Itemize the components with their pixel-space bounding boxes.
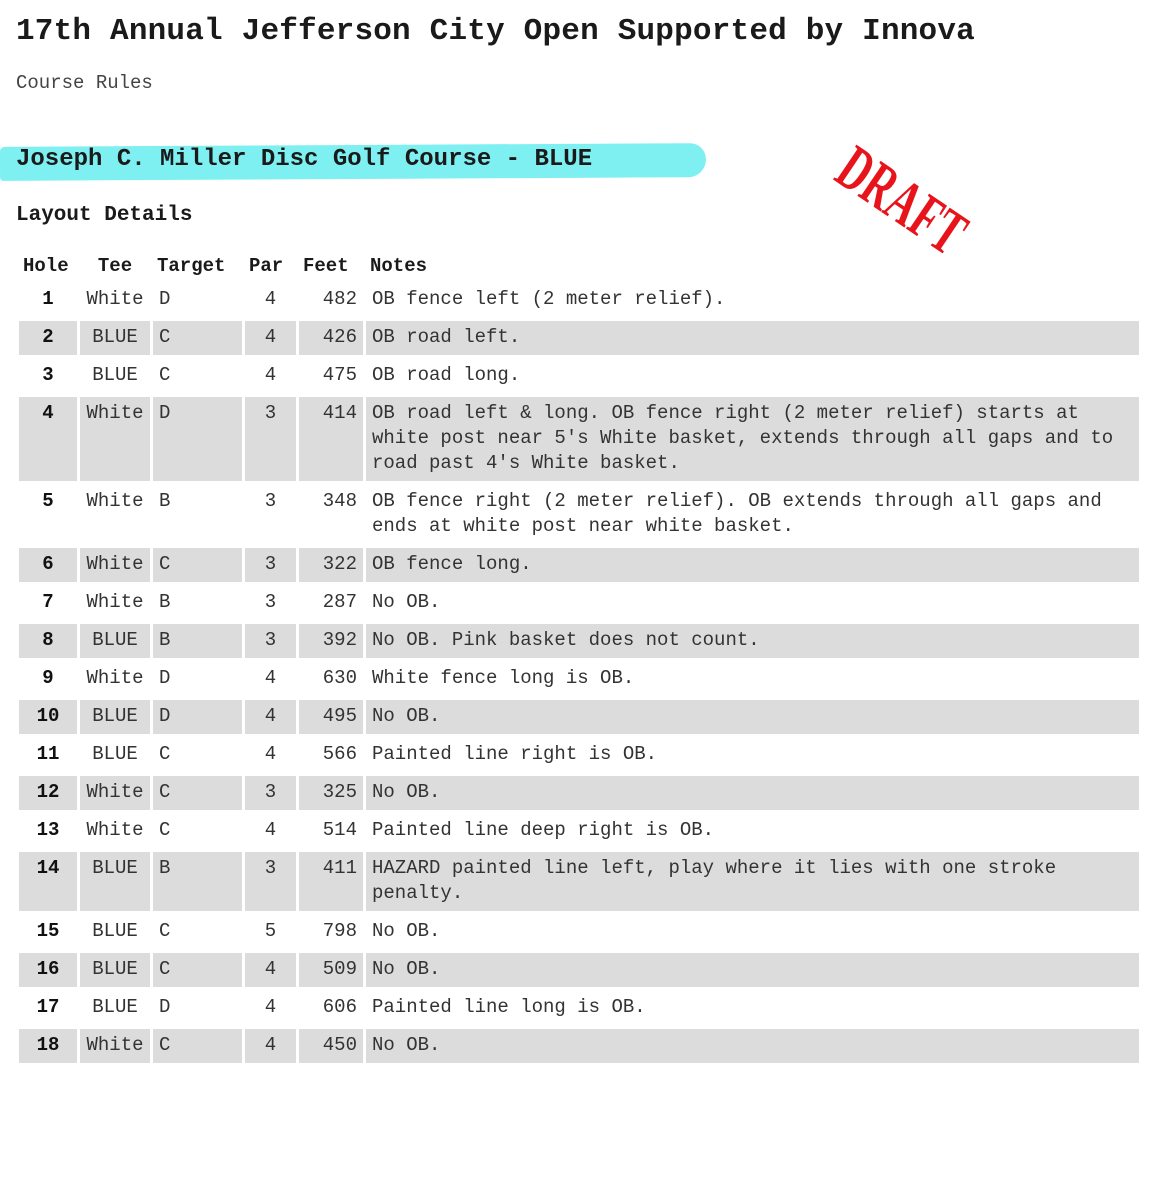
page-subtitle: Course Rules (16, 72, 153, 94)
notes-cell: No OB. (366, 953, 1139, 987)
target-cell: C (159, 920, 171, 942)
table-row (19, 586, 1139, 620)
hole-number: 15 (36, 920, 60, 942)
hole-number: 2 (19, 321, 77, 355)
column-header-target: Target (157, 255, 226, 277)
distance-cell: 798 (322, 920, 357, 942)
tee-cell: White (80, 1029, 150, 1063)
distance-cell: 287 (322, 591, 357, 613)
distance-cell: 509 (299, 953, 363, 987)
par-cell: 4 (264, 364, 277, 386)
target-cell: D (159, 996, 171, 1018)
par-cell: 4 (264, 996, 277, 1018)
hole-number: 1 (42, 288, 54, 310)
table-header-row (19, 253, 1139, 279)
par-cell: 4 (245, 953, 296, 987)
column-header-hole: Hole (23, 255, 69, 277)
target-cell: C (153, 321, 242, 355)
notes-cell: No OB. Pink basket does not count. (366, 624, 1139, 658)
table-row (19, 700, 1139, 734)
table-row (19, 738, 1139, 772)
target-cell: D (159, 288, 171, 310)
hole-number: 6 (19, 548, 77, 582)
column-header-par: Par (249, 255, 284, 277)
hole-number: 7 (42, 591, 54, 613)
par-cell: 4 (264, 743, 277, 765)
distance-cell: 450 (299, 1029, 363, 1063)
distance-cell: 426 (299, 321, 363, 355)
hole-number: 12 (19, 776, 77, 810)
par-cell: 4 (245, 1029, 296, 1063)
target-cell: C (159, 819, 171, 841)
table-row (19, 283, 1139, 317)
target-cell: B (159, 591, 171, 613)
tee-cell: White (86, 819, 144, 841)
notes-cell: OB fence right (2 meter relief). OB extends through all gaps and ends at white post near white basket. (372, 490, 1114, 537)
course-name: Joseph C. Miller Disc Golf Course - BLUE (16, 146, 593, 173)
tee-cell: White (80, 548, 150, 582)
hole-number: 18 (19, 1029, 77, 1063)
distance-cell: 495 (299, 700, 363, 734)
par-cell: 3 (245, 548, 296, 582)
distance-cell: 514 (322, 819, 357, 841)
par-cell: 5 (264, 920, 277, 942)
par-cell: 3 (245, 776, 296, 810)
par-cell: 4 (264, 288, 277, 310)
notes-cell: OB road long. (372, 364, 521, 386)
tee-cell: White (80, 397, 150, 481)
notes-cell: No OB. (366, 776, 1139, 810)
target-cell: C (153, 548, 242, 582)
par-cell: 4 (264, 667, 277, 689)
table-row (19, 915, 1139, 949)
hole-number: 16 (19, 953, 77, 987)
distance-cell: 482 (322, 288, 357, 310)
section-heading: Layout Details (16, 204, 193, 227)
distance-cell: 411 (299, 852, 363, 911)
notes-cell: Painted line deep right is OB. (372, 819, 715, 841)
tee-cell: BLUE (80, 624, 150, 658)
par-cell: 3 (245, 624, 296, 658)
tee-cell: White (86, 288, 144, 310)
notes-cell: Painted line right is OB. (372, 743, 658, 765)
hole-number: 3 (42, 364, 54, 386)
target-cell: B (153, 852, 242, 911)
notes-cell: OB fence left (2 meter relief). (372, 288, 726, 310)
target-cell: B (159, 490, 171, 512)
target-cell: C (153, 776, 242, 810)
distance-cell: 322 (299, 548, 363, 582)
table-row (19, 953, 1139, 987)
target-cell: C (153, 1029, 242, 1063)
page-title: 17th Annual Jefferson City Open Supported by Innova (16, 14, 975, 49)
notes-cell: HAZARD painted line left, play where it lies with one stroke penalty. (366, 852, 1139, 911)
hole-number: 4 (19, 397, 77, 481)
table-row (19, 776, 1139, 810)
notes-cell: OB road left. (366, 321, 1139, 355)
par-cell: 3 (245, 397, 296, 481)
tee-cell: BLUE (92, 996, 138, 1018)
notes-cell: Painted line long is OB. (372, 996, 646, 1018)
notes-cell: No OB. (372, 591, 441, 613)
table-row (19, 485, 1139, 544)
hole-number: 10 (19, 700, 77, 734)
notes-cell: OB road left & long. OB fence right (2 meter relief) starts at white post near 5's White basket, extends through all gaps and to road past 4's White basket. (366, 397, 1139, 481)
table-row (19, 662, 1139, 696)
tee-cell: White (86, 490, 144, 512)
table-row (19, 548, 1139, 582)
hole-number: 17 (36, 996, 60, 1018)
distance-cell: 325 (299, 776, 363, 810)
tee-cell: White (80, 776, 150, 810)
distance-cell: 566 (322, 743, 357, 765)
tee-cell: White (86, 667, 144, 689)
notes-cell: No OB. (366, 700, 1139, 734)
par-cell: 3 (264, 591, 277, 613)
tee-cell: BLUE (92, 364, 138, 386)
distance-cell: 630 (322, 667, 357, 689)
table-row (19, 624, 1139, 658)
table-row (19, 397, 1139, 481)
notes-cell: No OB. (366, 1029, 1139, 1063)
distance-cell: 475 (322, 364, 357, 386)
notes-cell: OB fence long. (366, 548, 1139, 582)
column-header-notes: Notes (370, 255, 428, 277)
par-cell: 4 (245, 321, 296, 355)
table-row (19, 814, 1139, 848)
target-cell: D (153, 700, 242, 734)
table-row (19, 321, 1139, 355)
hole-number: 9 (42, 667, 54, 689)
layout-table (16, 249, 1142, 1067)
draft-stamp: DRAFT (824, 131, 981, 269)
par-cell: 4 (264, 819, 277, 841)
tee-cell: BLUE (92, 743, 138, 765)
notes-cell: White fence long is OB. (372, 667, 635, 689)
target-cell: C (159, 743, 171, 765)
distance-cell: 606 (322, 996, 357, 1018)
tee-cell: BLUE (92, 920, 138, 942)
par-cell: 3 (264, 490, 277, 512)
tee-cell: BLUE (80, 321, 150, 355)
hole-number: 8 (19, 624, 77, 658)
target-cell: D (153, 397, 242, 481)
column-header-tee: Tee (97, 255, 133, 277)
tee-cell: BLUE (80, 700, 150, 734)
table-body (19, 283, 1139, 1063)
target-cell: B (153, 624, 242, 658)
target-cell: C (159, 364, 171, 386)
column-header-feet: Feet (303, 255, 349, 277)
distance-cell: 348 (322, 490, 357, 512)
table-row (19, 991, 1139, 1025)
target-cell: D (159, 667, 171, 689)
table-row (19, 359, 1139, 393)
table-row (19, 852, 1139, 911)
tee-cell: BLUE (80, 852, 150, 911)
target-cell: C (153, 953, 242, 987)
tee-cell: BLUE (80, 953, 150, 987)
table-row (19, 1029, 1139, 1063)
distance-cell: 392 (299, 624, 363, 658)
notes-cell: No OB. (372, 920, 441, 942)
hole-number: 11 (36, 743, 60, 765)
hole-number: 5 (42, 490, 54, 512)
hole-number: 14 (19, 852, 77, 911)
hole-number: 13 (36, 819, 60, 841)
distance-cell: 414 (299, 397, 363, 481)
par-cell: 3 (245, 852, 296, 911)
tee-cell: White (86, 591, 144, 613)
par-cell: 4 (245, 700, 296, 734)
